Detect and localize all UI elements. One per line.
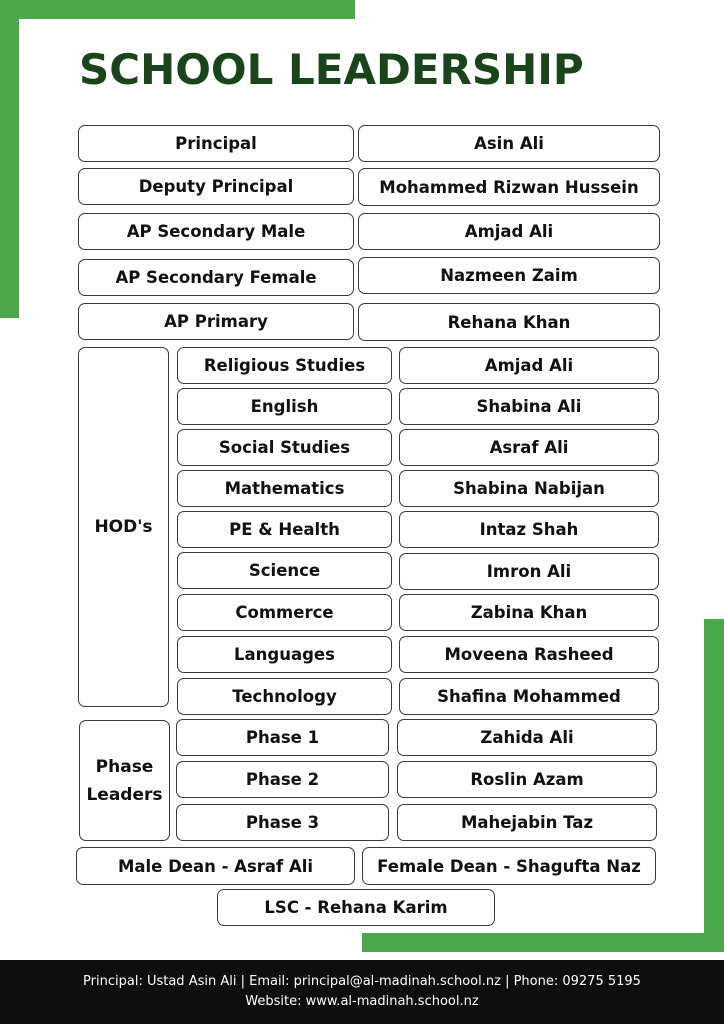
lsc: LSC - Rehana Karim [217, 889, 495, 926]
top-left-frame-top [0, 0, 355, 19]
role-ap-secondary-male: AP Secondary Male [78, 213, 354, 250]
top-left-frame-side [0, 0, 19, 318]
hod-name-mathematics: Shabina Nabijan [399, 470, 659, 507]
bottom-right-frame-side [704, 619, 724, 952]
phase-2-label: Phase 2 [176, 761, 389, 798]
phase-1-name: Zahida Ali [397, 719, 657, 756]
bottom-right-frame-bottom [362, 933, 724, 952]
page-title: SCHOOL LEADERSHIP [79, 45, 584, 94]
phase-2-name: Roslin Azam [397, 761, 657, 798]
name-ap-secondary-male: Amjad Ali [358, 213, 660, 250]
footer-contact-line: Principal: Ustad Asin Ali | Email: principal@al-madinah.school.nz | Phone: 09275 5195 [83, 974, 641, 989]
hods-group-label: HOD's [78, 347, 169, 707]
name-ap-primary: Rehana Khan [358, 303, 660, 341]
phase-leaders-label-line2: Leaders [86, 784, 163, 805]
hod-dept-social-studies: Social Studies [177, 429, 392, 466]
hod-name-technology: Shafina Mohammed [399, 678, 659, 715]
hod-name-languages: Moveena Rasheed [399, 636, 659, 673]
name-deputy-principal: Mohammed Rizwan Hussein [358, 168, 660, 206]
role-ap-primary: AP Primary [78, 303, 354, 340]
hod-name-pe-health: Intaz Shah [399, 511, 659, 548]
hod-name-commerce: Zabina Khan [399, 594, 659, 631]
hod-dept-languages: Languages [177, 636, 392, 673]
hod-dept-mathematics: Mathematics [177, 470, 392, 507]
phase-1-label: Phase 1 [176, 719, 389, 756]
phase-3-label: Phase 3 [176, 804, 389, 841]
footer-website-line: Website: www.al-madinah.school.nz [245, 994, 479, 1009]
role-ap-secondary-female: AP Secondary Female [78, 259, 354, 296]
hod-dept-technology: Technology [177, 678, 392, 715]
footer [0, 960, 724, 1024]
hod-name-social-studies: Asraf Ali [399, 429, 659, 466]
hod-dept-english: English [177, 388, 392, 425]
name-ap-secondary-female: Nazmeen Zaim [358, 257, 660, 294]
hod-dept-religious-studies: Religious Studies [177, 347, 392, 384]
hod-name-religious-studies: Amjad Ali [399, 347, 659, 384]
hod-dept-commerce: Commerce [177, 594, 392, 631]
role-principal: Principal [78, 125, 354, 162]
phase-leaders-label-line1: Phase [95, 756, 154, 777]
hod-name-english: Shabina Ali [399, 388, 659, 425]
male-dean: Male Dean - Asraf Ali [76, 847, 355, 885]
hod-name-science: Imron Ali [399, 553, 659, 590]
name-principal: Asin Ali [358, 125, 660, 162]
female-dean: Female Dean - Shagufta Naz [362, 847, 656, 885]
hod-dept-pe-health: PE & Health [177, 511, 392, 548]
hod-dept-science: Science [177, 552, 392, 589]
phase-3-name: Mahejabin Taz [397, 804, 657, 841]
role-deputy-principal: Deputy Principal [78, 168, 354, 205]
phase-leaders-group-label [79, 720, 170, 841]
